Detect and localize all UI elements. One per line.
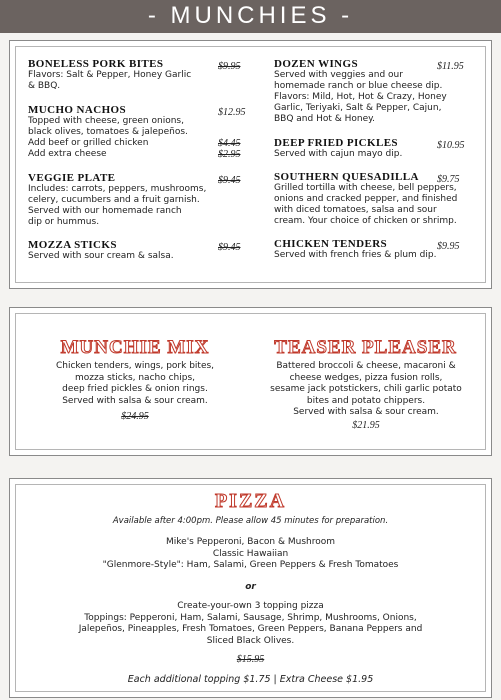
item-desc-line: homemade ranch or blue cheese dip. — [274, 81, 443, 91]
page-title: - MUNCHIES - — [147, 2, 354, 29]
item-name: MOZZA STICKS — [28, 239, 117, 251]
addon-price: $2.95 — [218, 149, 241, 160]
item-desc-line: dip or hummus. — [28, 217, 100, 227]
item-desc-line: cream. Your choice of chicken or shrimp. — [274, 216, 457, 226]
item-desc-line: Served with veggies and our — [274, 70, 403, 80]
item-price: $9.95 — [437, 241, 460, 252]
pizza-price — [10, 654, 491, 665]
item-price: $9.75 — [437, 174, 460, 185]
item-name: SOUTHERN QUESADILLA — [274, 171, 419, 183]
item-price: $9.95 — [218, 61, 241, 72]
item-price: $9.45 — [218, 242, 241, 253]
item-name: CHICKEN TENDERS — [274, 238, 388, 250]
pizza-price-value: $15.95 — [236, 654, 265, 665]
item-price: $11.95 — [437, 61, 464, 72]
item-desc-line: Served with sour cream & salsa. — [28, 251, 174, 261]
combo-desc-line: Served with salsa & sour cream. — [62, 395, 208, 406]
item-desc-line: Served with cajun mayo dip. — [274, 149, 403, 159]
item-name: VEGGIE PLATE — [28, 172, 116, 184]
combos-panel — [9, 307, 492, 456]
banner — [0, 0, 501, 33]
combo-desc-line: deep fried pickles & onion rings. — [62, 384, 208, 394]
combo-desc-munchie-mix — [30, 361, 240, 407]
pizza-options — [10, 537, 491, 572]
menu-item-mucho-nachos — [28, 104, 233, 160]
item-name: DEEP FRIED PICKLES — [274, 137, 398, 149]
item-desc-line: Served with our homemade ranch — [28, 206, 182, 216]
pizza-panel — [9, 478, 492, 698]
pizza-note: Available after 4:00pm. Please allow 45 minutes for preparation. — [112, 516, 389, 526]
item-desc-line: Topped with cheese, green onions, — [28, 116, 184, 126]
combo-desc-line: bites and potato chippers. — [306, 395, 426, 406]
item-desc-line: Includes: carrots, peppers, mushrooms, — [28, 184, 207, 194]
combo-desc-line: Battered broccoli & cheese, macaroni & — [276, 361, 456, 371]
item-desc-line: with diced tomatoes, salsa and sour — [274, 205, 437, 215]
combo-desc-line: Chicken tenders, wings, pork bites, — [55, 361, 215, 371]
pizza-option: Classic Hawaiian — [212, 548, 289, 559]
item-price: $12.95 — [218, 107, 246, 118]
combo-desc-line: sesame jack potstickers, chili garlic potato — [270, 384, 462, 394]
item-desc-line: Served with french fries & plum dip. — [274, 250, 437, 260]
pizza-custom-line: Sliced Black Olives. — [206, 635, 295, 646]
combo-price-teaser-pleaser: $21.95 — [352, 420, 380, 431]
item-desc-line: celery, cucumbers and a fruit garnish. — [28, 195, 200, 205]
menu-item-veggie-plate — [28, 172, 238, 228]
pizza-custom-line: Toppings: Pepperoni, Ham, Salami, Sausage, Shrimp, Mushrooms, Onions, — [84, 612, 417, 623]
item-desc-line: Garlic, Teriyaki, Salt & Pepper, Cajun, — [274, 103, 442, 113]
item-desc-line: Flavors: Mild, Hot, Hot & Crazy, Honey — [274, 92, 447, 102]
combo-desc-teaser-pleaser — [256, 361, 476, 419]
item-desc-line: BBQ and Hot & Honey. — [274, 114, 376, 124]
pizza-or: or — [245, 582, 256, 592]
pizza-custom — [10, 601, 491, 647]
munchies-panel — [9, 40, 492, 289]
item-price: $9.45 — [218, 175, 241, 186]
menu-item-pork-bites — [28, 58, 233, 92]
addon-label: Add extra cheese — [28, 149, 107, 159]
addon-label: Add beef or grilled chicken — [28, 138, 149, 148]
pizza-option: Mike's Pepperoni, Bacon & Mushroom — [166, 537, 335, 547]
combo-title-munchie-mix: MUNCHIE MIX — [60, 337, 210, 358]
combo-desc-line: mozza sticks, nacho chips, — [74, 372, 196, 383]
pizza-title: PIZZA — [214, 490, 287, 512]
item-name: BONELESS PORK BITES — [28, 58, 164, 70]
item-desc-line: black olives, tomatoes & jalepeños. — [28, 127, 188, 137]
item-name: DOZEN WINGS — [274, 58, 358, 70]
combo-desc-line: cheese wedges, pizza fusion rolls, — [289, 372, 443, 383]
item-desc-line: & BBQ. — [28, 81, 61, 91]
pizza-option: "Glenmore-Style": Ham, Salami, Green Peppers & Fresh Tomatoes — [102, 560, 399, 570]
item-desc-line: Flavors: Salt & Pepper, Honey Garlic — [28, 70, 192, 80]
pizza-extra: Each additional topping $1.75 | Extra Cheese $1.95 — [127, 674, 374, 685]
combo-title-teaser-pleaser: TEASER PLEASER — [274, 337, 457, 358]
item-desc-line: Grilled tortilla with cheese, bell peppers, — [274, 183, 457, 193]
pizza-custom-line: Jalepeños, Pineapples, Fresh Tomatoes, Green Peppers, Banana Peppers and — [78, 624, 423, 634]
menu-item-mozza-sticks — [28, 239, 233, 262]
item-price: $10.95 — [437, 140, 465, 151]
addon-price: $4.45 — [218, 138, 241, 149]
pizza-custom-line: Create-your-own 3 topping pizza — [177, 601, 324, 611]
item-desc-line: onions and cracked pepper, and finished — [274, 194, 458, 204]
combo-price-munchie-mix: $24.95 — [121, 411, 149, 422]
item-name: MUCHO NACHOS — [28, 104, 126, 116]
combo-desc-line: Served with salsa & sour cream. — [293, 407, 439, 417]
